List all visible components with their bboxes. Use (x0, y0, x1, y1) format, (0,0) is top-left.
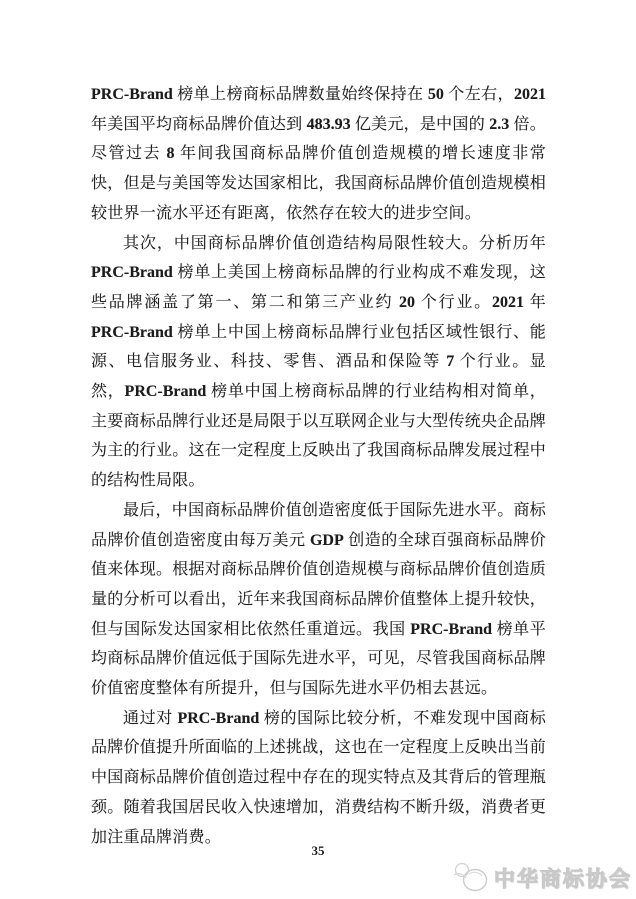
association-logo-icon (451, 861, 491, 895)
page-body-text (91, 80, 546, 852)
paragraph: 最后，中国商标品牌价值创造密度低于国际先进水平。商标品牌价值创造密度由每万美元 GDP 创造的全球百强商标品牌价值来体现。根据对商标品牌价值创造规模与商标品牌价值创造质量的分析可以看出，近年来我国商标品牌价值整体上提升较快，但与国际发达国家相比依然任重道远。我国 PRC-Brand 榜单平均商标品牌价值远低于国际先进水平，可见，尽管我国商标品牌价值密度整体有所提升，但与国际先进水平仍相去甚远。 (91, 501, 547, 698)
paragraph: 通过对 PRC-Brand 榜的国际比较分析，不难发现中国商标品牌价值提升所面临的上述挑战，这也在一定程度上反映出当前中国商标品牌价值创造过程中存在的现实特点及其背后的管理瓶颈。随着我国居民收入快速增加，消费结构不断升级，消费者更加注重品牌消费。 (91, 709, 547, 846)
association-watermark (451, 861, 632, 895)
paragraph: 其次，中国商标品牌价值创造结构局限性较大。分析历年 PRC-Brand 榜单上美国上榜商标品牌的行业构成不难发现，这些品牌涵盖了第一、第二和第三产业约 20 个行业。2021 年 PRC-Brand 榜单上中国上榜商标品牌行业包括区域性银行、能源、电信服务业、科技、零售、酒品和保险等 7 个行业。显然，PRC-Brand 榜单中国上榜商标品牌的行业结构相对简单，主要商标品牌行业还是局限于以互联网企业与大型传统央企品牌为主的行业。这在一定程度上反映出了我国商标品牌发展过程中的结构性局限。 (91, 234, 547, 490)
page-number: 35 (311, 843, 325, 858)
watermark-label: 中华商标协会 (494, 868, 632, 891)
paragraph: PRC-Brand 榜单上榜商标品牌数量始终保持在 50 个左右，2021 年美国平均商标品牌价值达到 483.93 亿美元，是中国的 2.3 倍。尽管过去 8 年间我国商标品牌价值创造规模的增长速度非常快，但是与美国等发达国家相比，我国商标品牌价值创造规模相较世界一流水平还有距离，依然存在较大的进步空间。 (91, 86, 547, 222)
